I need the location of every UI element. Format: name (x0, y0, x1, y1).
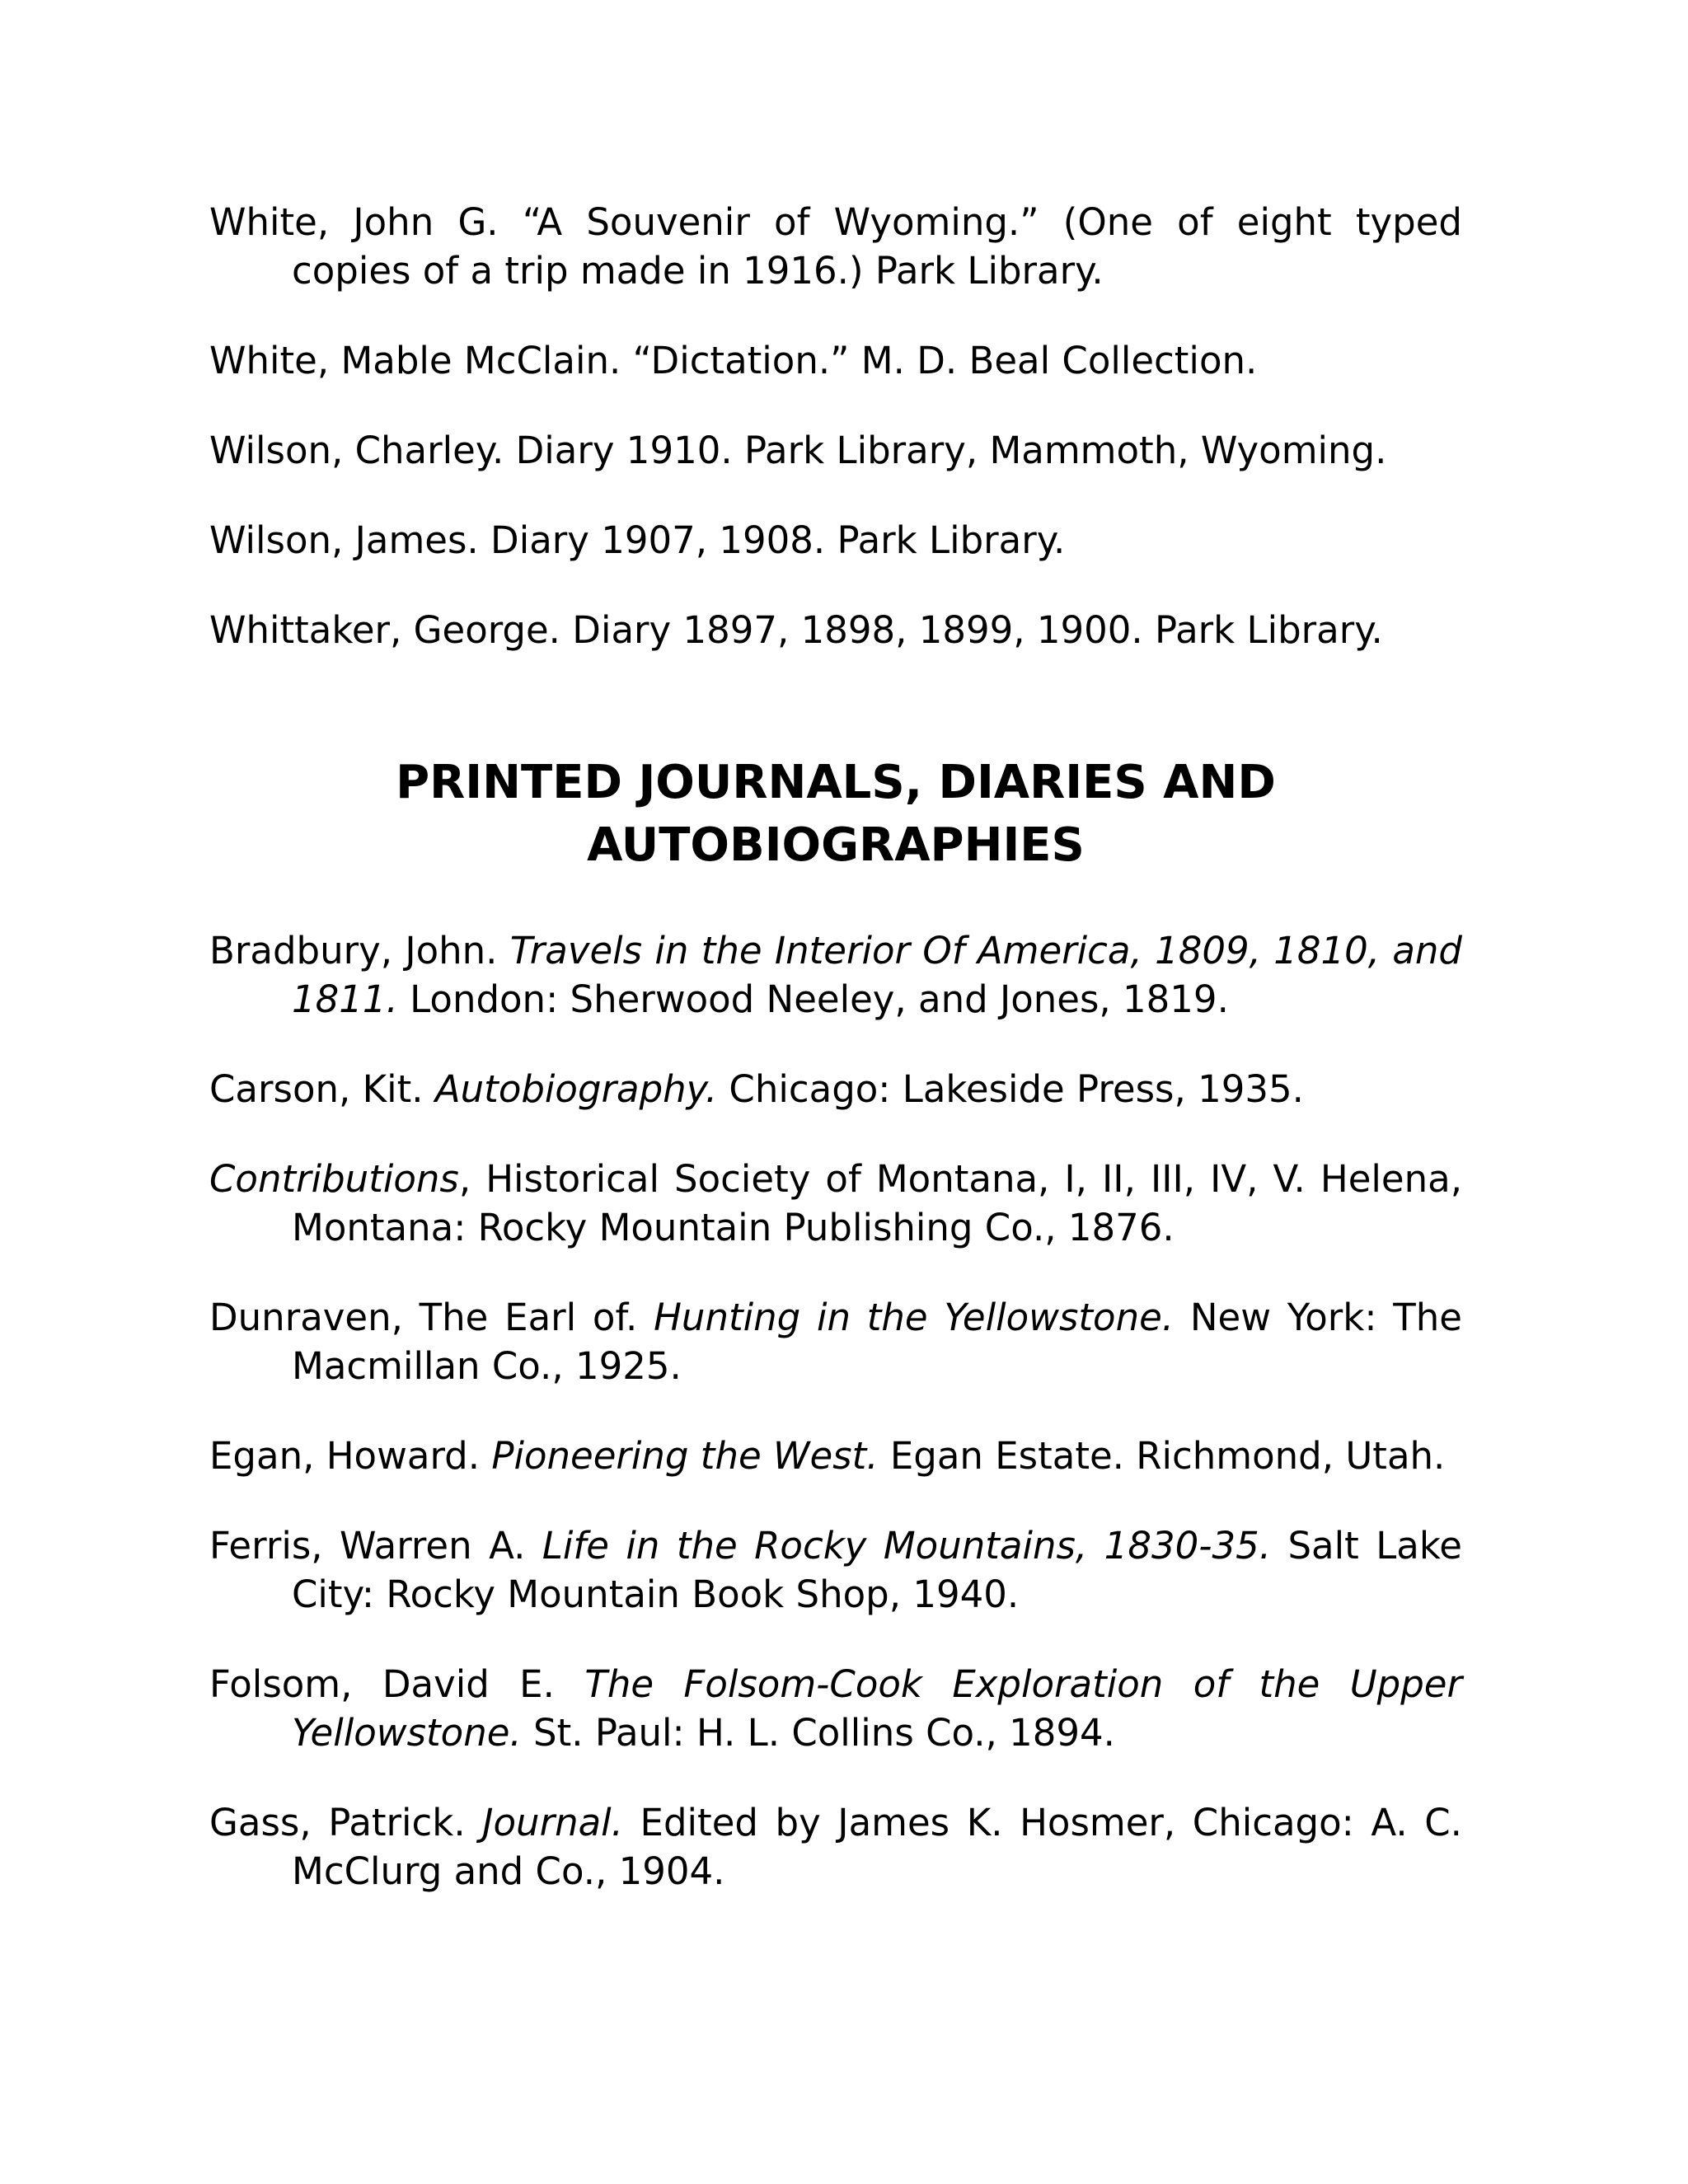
entry-text: Egan Estate. Richmond, Utah. (878, 1434, 1446, 1478)
bibliography-entry (209, 1432, 1462, 1480)
entry-text: Dunraven, The Earl of. (209, 1296, 654, 1339)
entry-text: Edited by James K. Hosmer, Chicago: A. C. McClurg and Co., 1904. (292, 1801, 1462, 1893)
bibliography-entry (209, 336, 1462, 385)
bibliography-entry (209, 926, 1462, 1024)
entry-text: London: Sherwood Neeley, and Jones, 1819. (397, 977, 1229, 1021)
bibliography-entry (209, 198, 1462, 295)
entry-title: Life in the Rocky Mountains, 1830-35. (542, 1524, 1272, 1568)
entry-text: Gass, Patrick. (209, 1801, 483, 1844)
entry-text: Ferris, Warren A. (209, 1524, 542, 1568)
entry-title: Pioneering the West. (491, 1434, 879, 1478)
entry-text: Folsom, David E. (209, 1662, 585, 1706)
manuscripts-list (209, 198, 1462, 654)
section-heading-line-1: PRINTED JOURNALS, DIARIES AND (396, 756, 1276, 809)
bibliography-entry (209, 1660, 1462, 1757)
bibliography-entry (209, 1065, 1462, 1113)
entry-title: Autobiography. (434, 1067, 718, 1111)
entry-text: Wilson, James. Diary 1907, 1908. Park Library. (209, 518, 1066, 562)
entry-title: Journal. (482, 1801, 623, 1844)
bibliography-entry (209, 426, 1462, 475)
entry-text: Carson, Kit. (209, 1067, 435, 1111)
entry-text: Wilson, Charley. Diary 1910. Park Library, Mammoth, Wyoming. (209, 429, 1387, 472)
bibliography-entry (209, 1155, 1462, 1252)
entry-text: Whittaker, George. Diary 1897, 1898, 1899, 1900. Park Library. (209, 608, 1383, 652)
entry-text: St. Paul: H. L. Collins Co., 1894. (521, 1711, 1115, 1755)
bibliography-entry (209, 1293, 1462, 1390)
printed-journals-list (209, 926, 1462, 1896)
entry-text: Bradbury, John. (209, 929, 510, 972)
bibliography-entry (209, 1521, 1462, 1619)
entry-text: White, Mable McClain. “Dictation.” M. D. Beal Collection. (209, 339, 1258, 382)
entry-text: White, John G. “A Souvenir of Wyoming.” (One of eight typed copies of a trip made in 1916.) Park Library. (209, 200, 1462, 293)
entry-title: The Folsom-Cook Exploration of the Upper Yellowstone. (292, 1662, 1462, 1755)
entry-title: Hunting in the Yellowstone. (654, 1296, 1175, 1339)
bibliography-entry (209, 516, 1462, 565)
entry-text: Egan, Howard. (209, 1434, 492, 1478)
entry-title: Contributions (209, 1157, 459, 1201)
bibliography-entry (209, 1798, 1462, 1896)
bibliography-page (209, 198, 1462, 1937)
section-heading-line-2: AUTOBIOGRAPHIES (587, 818, 1085, 872)
entry-text: Salt Lake City: Rocky Mountain Book Shop, 1940. (292, 1524, 1462, 1616)
bibliography-entry (209, 606, 1462, 654)
entry-title: Travels in the Interior Of America, 1809, 1810, and 1811. (292, 929, 1462, 1021)
entry-text: , Historical Society of Montana, I, II, III, IV, V. Helena, Montana: Rocky Mountain Publishing Co., 1876. (292, 1157, 1462, 1249)
entry-text: Chicago: Lakeside Press, 1935. (717, 1067, 1304, 1111)
entry-text: New York: The Macmillan Co., 1925. (292, 1296, 1462, 1388)
section-heading (209, 752, 1462, 877)
